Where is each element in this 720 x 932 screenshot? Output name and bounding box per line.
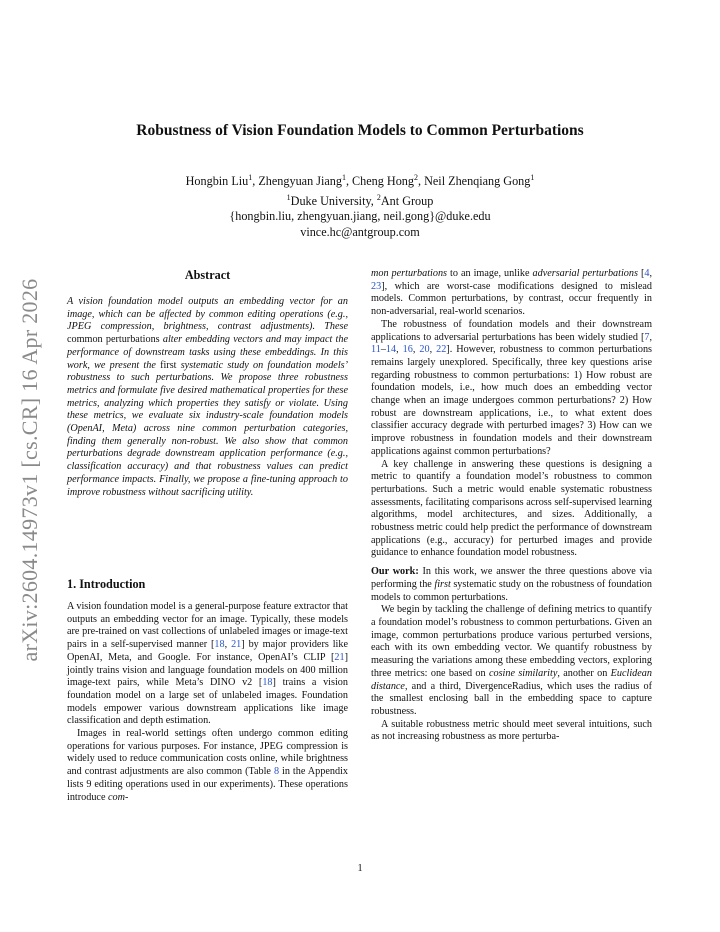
citation-link[interactable]: 11	[371, 344, 381, 356]
paragraph: The robustness of foundation models and their downstream applications to adversarial perturbations has been widely studied [7, 11–14, 16, 20, 22]. However, robustness to common perturbations remains largely unexplored. Specifically, three key questions arise regarding robustness to common perturbations: 1) How robust are foundation models, i.e., how much does an embedding vector change when an image undergoes common perturbations? 2) How robust are downstream applications, i.e., to what extent does classifier accuracy degrade with perturbed images? 3) How can we improve robustness in foundation models and their downstream applications against common perturbations?	[371, 318, 653, 457]
citation-link[interactable]: 23	[371, 280, 382, 292]
citation-link[interactable]: 16	[402, 344, 413, 356]
arxiv-watermark	[10, 260, 50, 680]
citation-link[interactable]: 21	[231, 639, 242, 651]
paragraph: mon perturbations to an image, unlike adversarial perturbations [4, 23], which are worst-case modifications designed to mislead models. Common perturbations, by contrast, occur frequently in non-adversarial, real-world scenarios.	[371, 268, 652, 318]
citation-link[interactable]: 20	[419, 344, 430, 356]
arxiv-identifier: arXiv:2604.14973v1 [cs.CR] 16 Apr 2026	[17, 278, 42, 662]
author-emails: {hongbin.liu, zhengyuan.jiang, neil.gong}@duke.edu	[229, 209, 491, 224]
author-block	[0, 170, 720, 241]
paragraph: A suitable robustness metric should meet several intuitions, such as not increasing robustness as more perturba-	[371, 718, 652, 743]
paragraph: Images in real-world settings often undergo common editing operations for various purposes. For instance, JPEG compression is widely used to reduce communication costs online, while brightness and contrast adjustments are also common (Table 8 in the Appendix lists 9 editing operations used in our experiments). These operations introduce com-	[67, 728, 348, 803]
citation-link[interactable]: 7	[644, 331, 650, 343]
paper-title: Robustness of Vision Foundation Models to Common Perturbations	[136, 122, 584, 139]
citation-link[interactable]: 18	[262, 677, 273, 689]
abstract-text: A vision foundation model outputs an embedding vector for an image, which can be affected by common editing operations (e.g., JPEG compression, brightness, contrast adjustments). These common perturbations alter embedding vectors and may impact the performance of downstream tasks using these embeddings. In this work, we present the first systematic study on foundation models’ robustness to such perturbations. We propose three robustness metrics and formulate five desired mathematical properties for these metrics, analyzing which properties they satisfy or violate. Using these metrics, we evaluate six industry-scale foundation models (OpenAI, Meta) across nine common perturbation categories, finding them generally non-robust. We also show that common perturbations degrade downstream application performance (e.g., classification accuracy) and that robustness values can predict performance impacts. Finally, we propose a fine-tuning approach to improve robustness without sacrificing utility.	[67, 296, 349, 498]
citation-link[interactable]: 4	[644, 268, 650, 279]
author-names: Hongbin Liu$^1$, Zhengyuan Jiang$^1$, Cheng Hong$^2$, Neil Zhenqiang Gong$^1$	[185, 173, 535, 189]
citation-link[interactable]: 14	[385, 344, 397, 356]
run-in-heading: Our work:	[371, 566, 419, 578]
paragraph-our-work: Our work: In this work, we answer the three questions above via performing the first systematic study on the robustness of foundation models to common perturbations.	[371, 566, 653, 603]
paragraph: We begin by tackling the challenge of defining metrics to quantify a foundation model’s robustness to common perturbations. Given an image, common perturbations produce various perturbed versions, each with its own embedding vector. We quantify robustness by measuring the variations among these embedding vectors, exploring three metrics: one based on cosine similarity, another on Euclidean distance, and a third, DivergenceRadius, which uses the radius of the smallest enclosing ball in the embedding space to capture robustness.	[371, 604, 652, 717]
abstract-heading: Abstract	[184, 268, 231, 282]
page-number: 1	[357, 863, 363, 874]
citation-link[interactable]: 18	[214, 639, 225, 651]
right-column-text	[371, 268, 652, 744]
paragraph: A vision foundation model is a general-purpose feature extractor that outputs an embedding vector for an image. Typically, these models are pre-trained on vast collections of unlabeled images or image-text pairs in a self-supervised manner [18, 21] by major providers like OpenAI, Meta, and Google. For instance, OpenAI’s CLIP [21] jointly trains vision and language foundation models on 400 million image-text pairs, while Meta’s DINO v2 [18] trains a vision foundation model on a large set of unlabeled images. Foundation models empower various downstream applications like image classification and depth estimation.	[67, 601, 348, 727]
table-reference-link[interactable]: 8	[273, 766, 280, 778]
author-email-secondary: vince.hc@antgroup.com	[300, 224, 420, 239]
section-heading-introduction: 1. Introduction	[67, 577, 146, 591]
introduction-text	[67, 601, 348, 804]
citation-link[interactable]: 22	[436, 344, 447, 356]
citation-link[interactable]: 21	[334, 651, 345, 663]
paragraph: A key challenge in answering these questions is designing a metric to quantify a foundation model’s robustness to common perturbations. Such a metric would enable systematic robustness assessments, facilitating comparisons across self-supervised learning algorithms, model architectures, and sizes. Additionally, a robustness metric could help predict the performance of downstream applications (e.g., accuracy) for perturbed images and provide guidance to enhance foundation model robustness.	[371, 458, 652, 559]
author-affiliations: $^1$Duke University, $^2$Ant Group	[286, 192, 434, 208]
